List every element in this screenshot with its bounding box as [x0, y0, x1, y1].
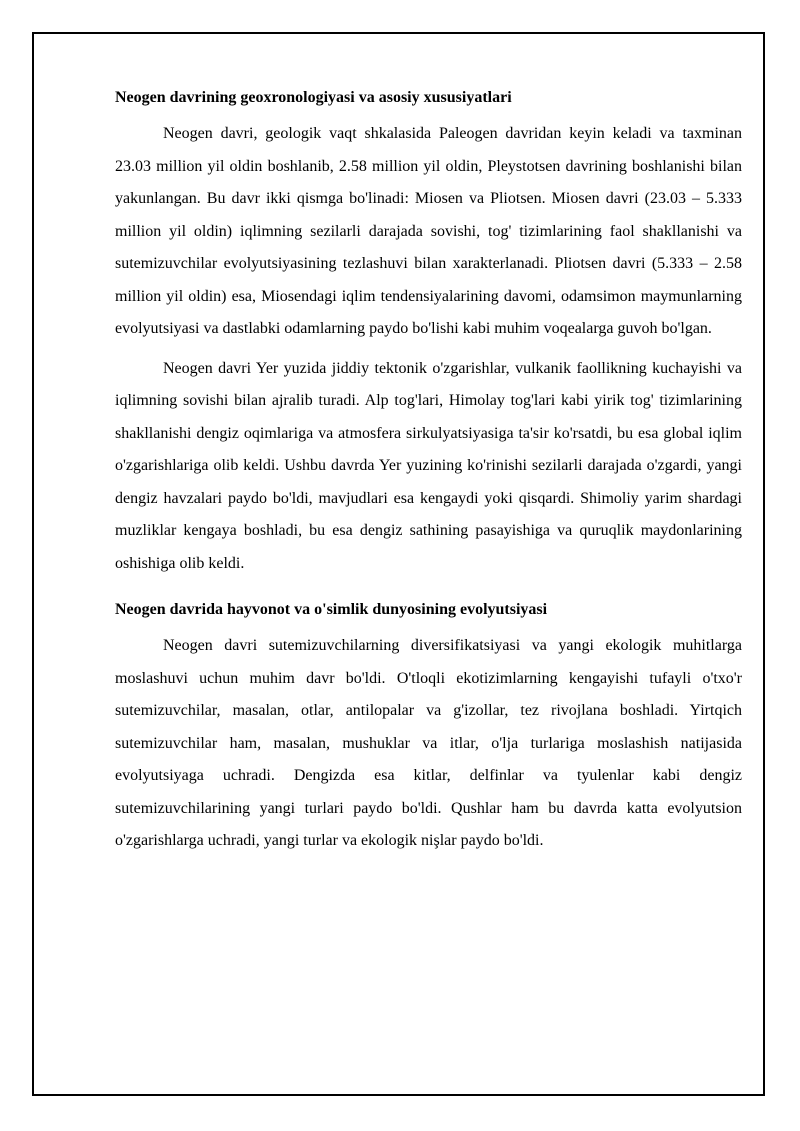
paragraph-mammal-evolution: Neogen davri sutemizuvchilarning diversifikatsiyasi va yangi ekologik muhitlarga moslashuvi uchun muhim davr bo'ldi. O'tloqli ekotizimlarning kengayishi tufayli o'txo'r sutemizuvchilar, masalan, otlar, antilopalar va g'izollar, tez rivojlana boshladi. Yirtqich sutemizuvchilar ham, masalan, mushuklar va itlar, o'lja turlariga moslashish natijasida evolyutsiyaga uchradi. Dengizda esa kitlar, delfinlar va tyulenlar kabi dengiz sutemizuvchilarining yangi turlari paydo bo'ldi. Qushlar ham bu davrda katta evolyutsion o'zgarishlarga uchradi, yangi turlar va ekologik nişlar paydo bo'ldi. — [115, 637, 742, 849]
document-body — [115, 86, 742, 858]
section-heading-evolution: Neogen davrida hayvonot va o'simlik dunyosining evolyutsiyasi — [115, 601, 548, 618]
paragraph-tectonic-changes: Neogen davri Yer yuzida jiddiy tektonik o'zgarishlar, vulkanik faollikning kuchayishi va iqlimning sovishi bilan ajralib turadi. Alp tog'lari, Himolay tog'lari kabi yirik tog' tizimlarining shakllanishi dengiz oqimlariga va atmosfera sirkulyatsiyasiga ta'sir ko'rsatdi, bu esa global iqlim o'zgarishlariga olib keldi. Ushbu davrda Yer yuzining ko'rinishi sezilarli darajada o'zgardi, yangi dengiz havzalari paydo bo'ldi, mavjudlari esa kengaydi yoki qisqardi. Shimoliy yarim shardagi muzliklar kengaya boshladi, bu esa dengiz sathining pasayishiga va quruqlik maydonlarining oshishiga olib keldi. — [115, 359, 742, 572]
paragraph-neogen-timeline: Neogen davri, geologik vaqt shkalasida Paleogen davridan keyin keladi va taxminan 23.03 million yil oldin boshlanib, 2.58 million yil oldin, Pleystotsen davrining boshlanishi bilan yakunlangan. Bu davr ikki qismga bo'linadi: Miosen va Pliotsen. Miosen davri (23.03 – 5.333 million yil oldin) iqlimning sezilarli darajada sovishi, tog' tizimlarining faol shakllanishi va sutemizuvchilar evolyutsiyasining tezlashuvi bilan xarakterlanadi. Pliotsen davri (5.333 – 2.58 million yil oldin) esa, Miosendagi iqlim tendensiyalarining davomi, odamsimon maymunlarning evolyutsiyasi va dastlabki odamlarning paydo bo'lishi kabi muhim voqealarga guvoh bo'lgan. — [115, 125, 742, 337]
section-heading-geochronology: Neogen davrining geoxronologiyasi va asosiy xususiyatlari — [115, 89, 512, 106]
